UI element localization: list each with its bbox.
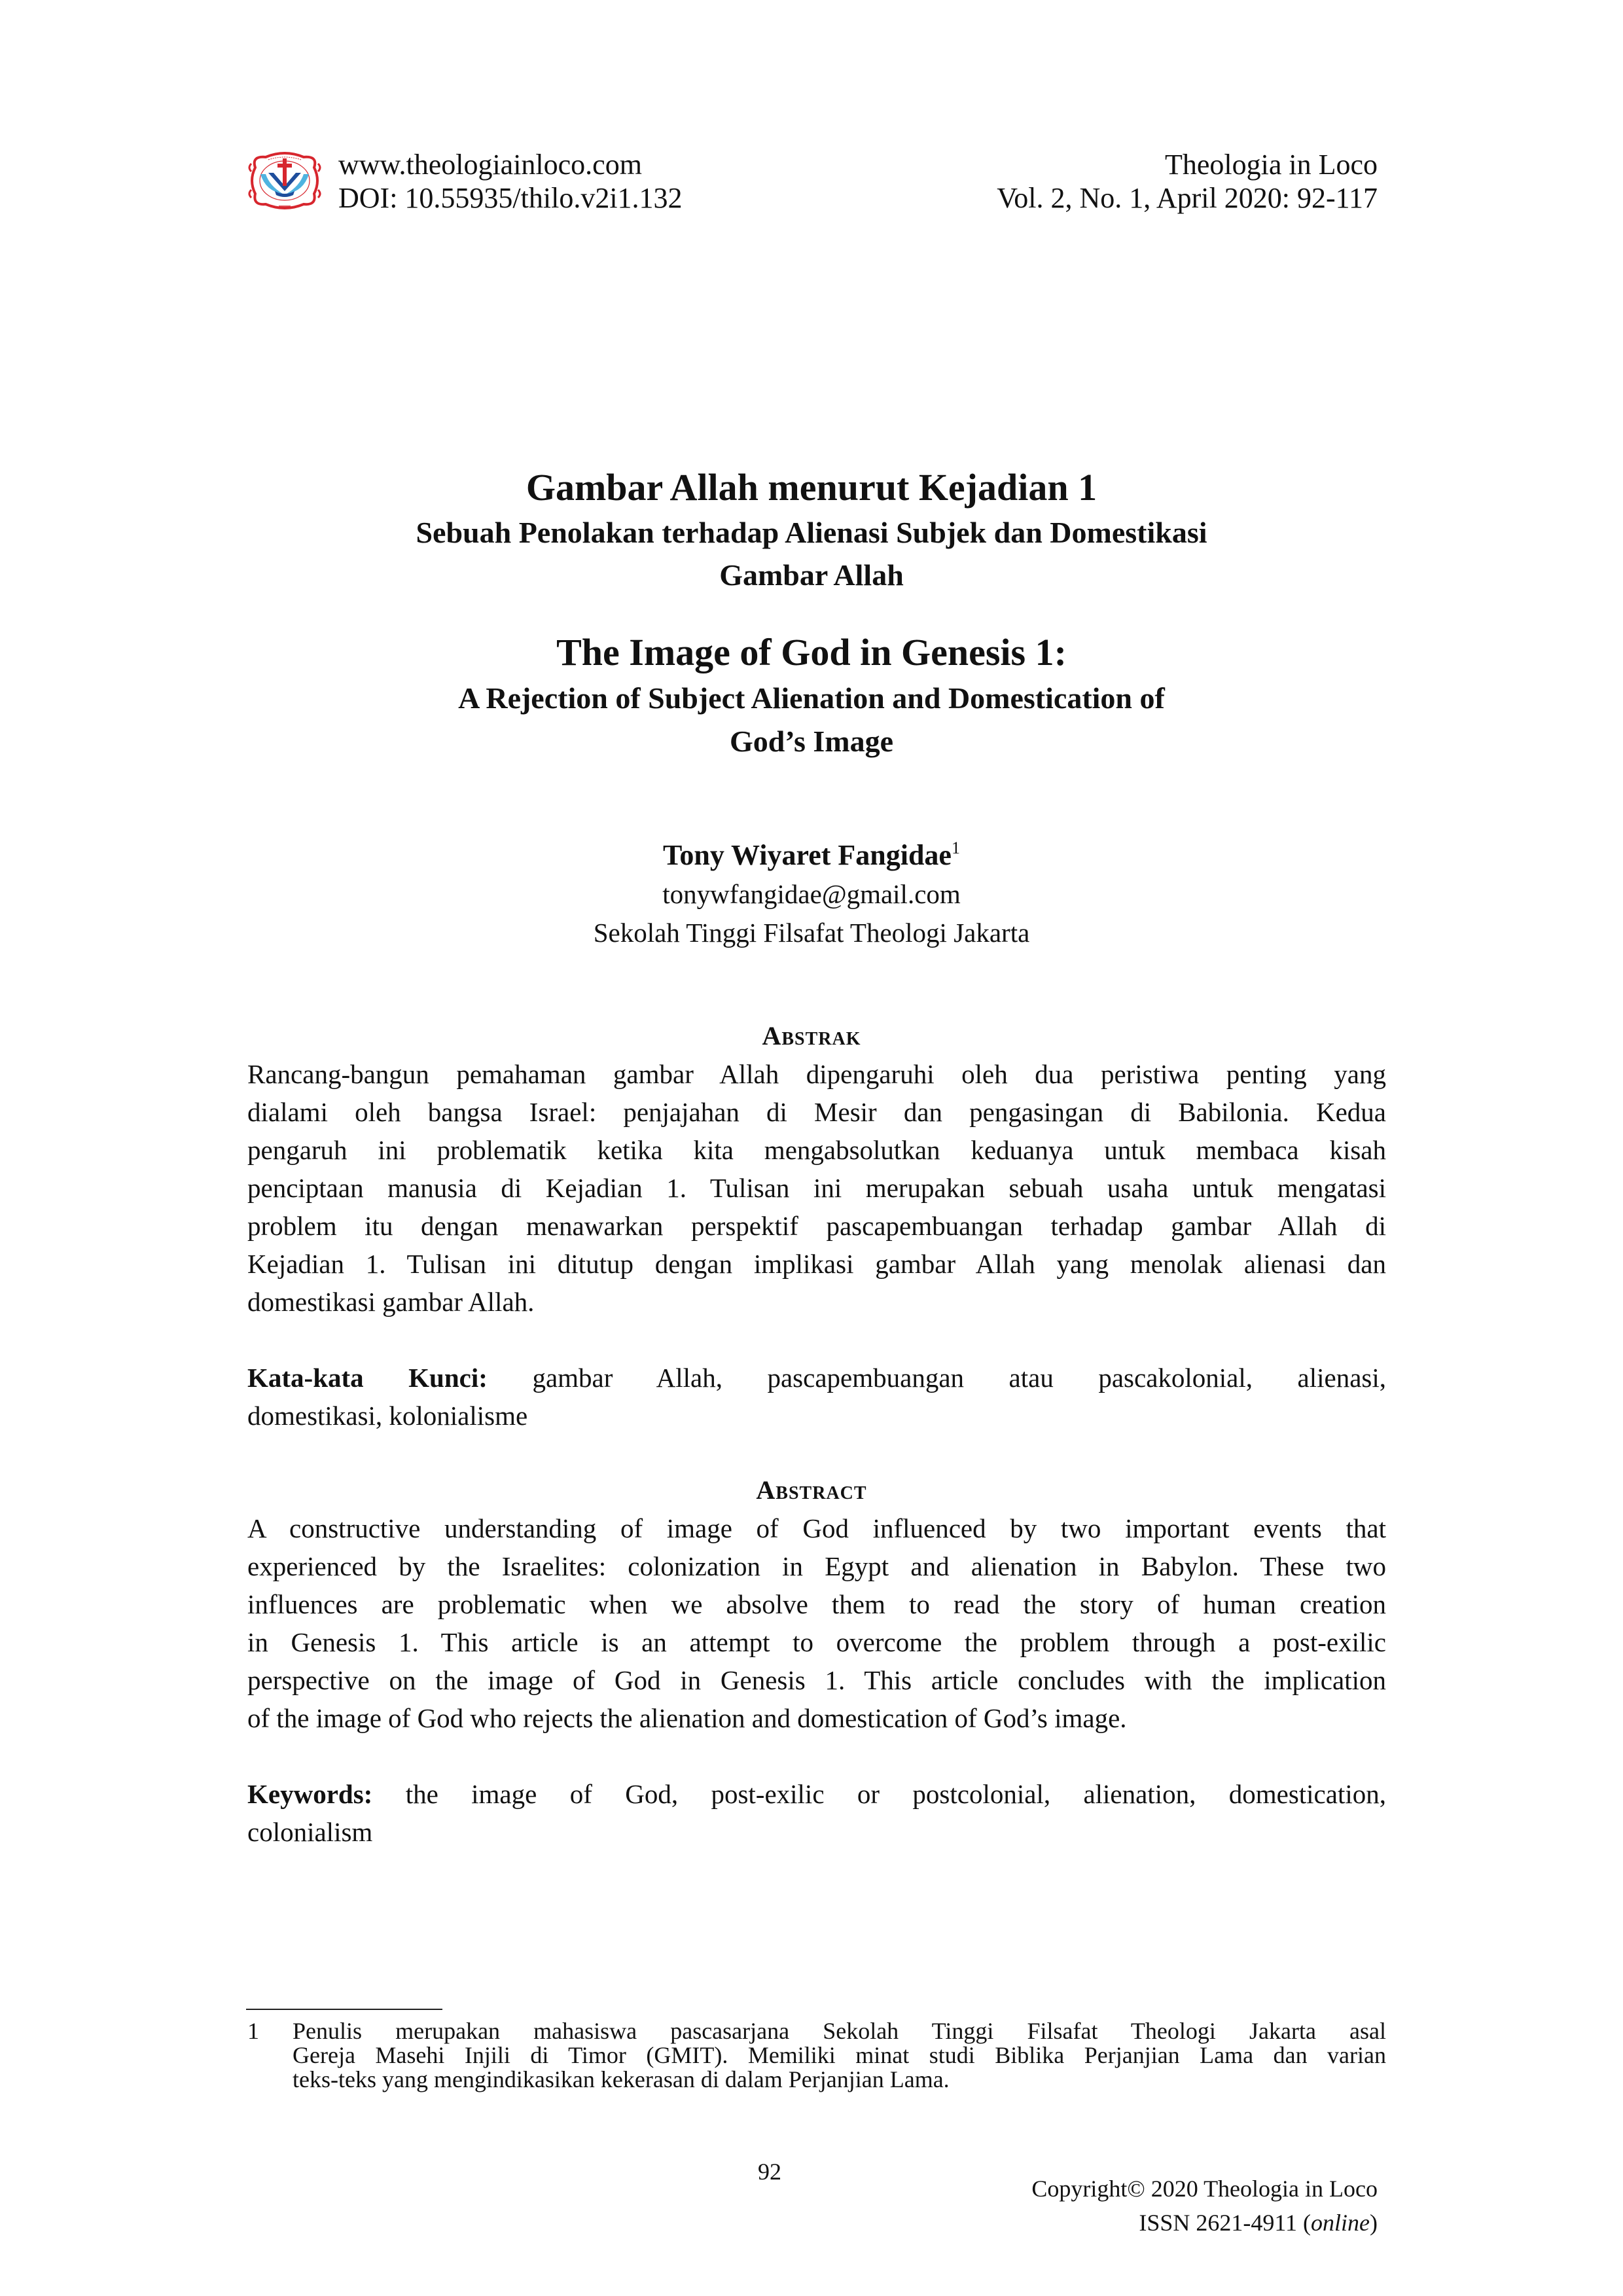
page-number: 92 xyxy=(758,2159,781,2185)
abstract-line: of the image of God who rejects the alienation and domestication of God’s image. xyxy=(247,1703,1127,1733)
author-name xyxy=(0,838,1623,871)
keywords-line-2: colonialism xyxy=(247,1817,373,1847)
issn-prefix: ISSN 2621-4911 ( xyxy=(1139,2210,1311,2236)
abstract-line: A constructive understanding of image of God influenced by two important events that xyxy=(247,1513,1386,1543)
abstract-line: influences are problematic when we absolve them to read the story of human creation xyxy=(247,1589,1386,1619)
issn-suffix: ) xyxy=(1370,2210,1378,2236)
kata-kunci-line-1 xyxy=(247,1365,1386,1391)
copyright-notice: Copyright© 2020 Theologia in Loco xyxy=(1031,2176,1378,2202)
abstract-line: perspective on the image of God in Genesis 1. This article concludes with the implication xyxy=(247,1665,1386,1695)
keywords-values: the image of God, post-exilic or postcolonial, alienation, domestication, xyxy=(405,1779,1386,1809)
footnote-line: teks-teks yang mengindikasikan kekerasan di dalam Perjanjian Lama. xyxy=(293,2066,950,2092)
abstract-heading: Abstract xyxy=(756,1475,867,1505)
abstract-line: experienced by the Israelites: colonization in Egypt and alienation in Babylon. These two xyxy=(247,1551,1386,1581)
footnote-line: Penulis merupakan mahasiswa pascasarjana Sekolah Tinggi Filsafat Theologi Jakarta asal xyxy=(293,2018,1386,2044)
abstrak-line: problem itu dengan menawarkan perspektif pascapembuangan terhadap gambar Allah di xyxy=(247,1211,1386,1241)
title-english: The Image of God in Genesis 1: xyxy=(556,631,1067,673)
seminary-crest-icon xyxy=(246,148,323,213)
abstrak-line: Kejadian 1. Tulisan ini ditutup dengan implikasi gambar Allah yang menolak alienasi dan xyxy=(247,1249,1386,1279)
abstrak-line: domestikasi gambar Allah. xyxy=(247,1287,535,1317)
abstrak-line: penciptaan manusia di Kejadian 1. Tulisan ini merupakan sebuah usaha untuk mengatasi xyxy=(247,1173,1386,1203)
volume-info: Vol. 2, No. 1, April 2020: 92-117 xyxy=(997,182,1378,214)
footnote-line: Gereja Masehi Injili di Timor (GMIT). Memiliki minat studi Biblika Perjanjian Lama dan varian xyxy=(293,2042,1386,2068)
author-name-text: Tony Wiyaret Fangidae xyxy=(663,839,952,871)
abstrak-heading: Abstrak xyxy=(762,1021,861,1050)
keywords-label: Keywords: xyxy=(247,1779,373,1809)
abstrak-line: Rancang-bangun pemahaman gambar Allah dipengaruhi oleh dua peristiwa penting yang xyxy=(247,1059,1386,1089)
keywords-line-1 xyxy=(247,1781,1386,1808)
subtitle-indonesian-line-2: Gambar Allah xyxy=(719,558,904,592)
issn-online: online xyxy=(1311,2210,1370,2236)
article-doi[interactable]: DOI: 10.55935/thilo.v2i1.132 xyxy=(338,182,683,214)
footnote-separator xyxy=(246,2009,442,2010)
subtitle-indonesian-line-1: Sebuah Penolakan terhadap Alienasi Subjek dan Domestikasi xyxy=(416,516,1207,549)
author-footnote-marker[interactable]: 1 xyxy=(951,838,960,857)
issn xyxy=(1139,2211,1378,2234)
abstract-line: in Genesis 1. This article is an attempt to overcome the problem through a post-exilic xyxy=(247,1627,1386,1657)
abstrak-line: dialami oleh bangsa Israel: penjajahan di Mesir dan pengasingan di Babilonia. Kedua xyxy=(247,1097,1386,1127)
author-affiliation: Sekolah Tinggi Filsafat Theologi Jakarta xyxy=(593,918,1030,948)
subtitle-english-line-1: A Rejection of Subject Alienation and Domestication of xyxy=(458,681,1165,715)
author-email[interactable]: tonywfangidae@gmail.com xyxy=(662,879,961,909)
title-indonesian: Gambar Allah menurut Kejadian 1 xyxy=(526,466,1097,509)
subtitle-english-line-2: God’s Image xyxy=(729,725,893,758)
journal-name: Theologia in Loco xyxy=(1164,149,1378,181)
footnote-number: 1 xyxy=(247,2018,259,2044)
journal-website[interactable]: www.theologiainloco.com xyxy=(338,149,642,181)
kata-kunci-label: Kata-kata Kunci: xyxy=(247,1363,488,1393)
kata-kunci-line-2: domestikasi, kolonialisme xyxy=(247,1401,528,1431)
abstrak-line: pengaruh ini problematik ketika kita mengabsolutkan keduanya untuk membaca kisah xyxy=(247,1135,1386,1165)
kata-kunci-values: gambar Allah, pascapembuangan atau pascakolonial, alienasi, xyxy=(532,1363,1386,1393)
